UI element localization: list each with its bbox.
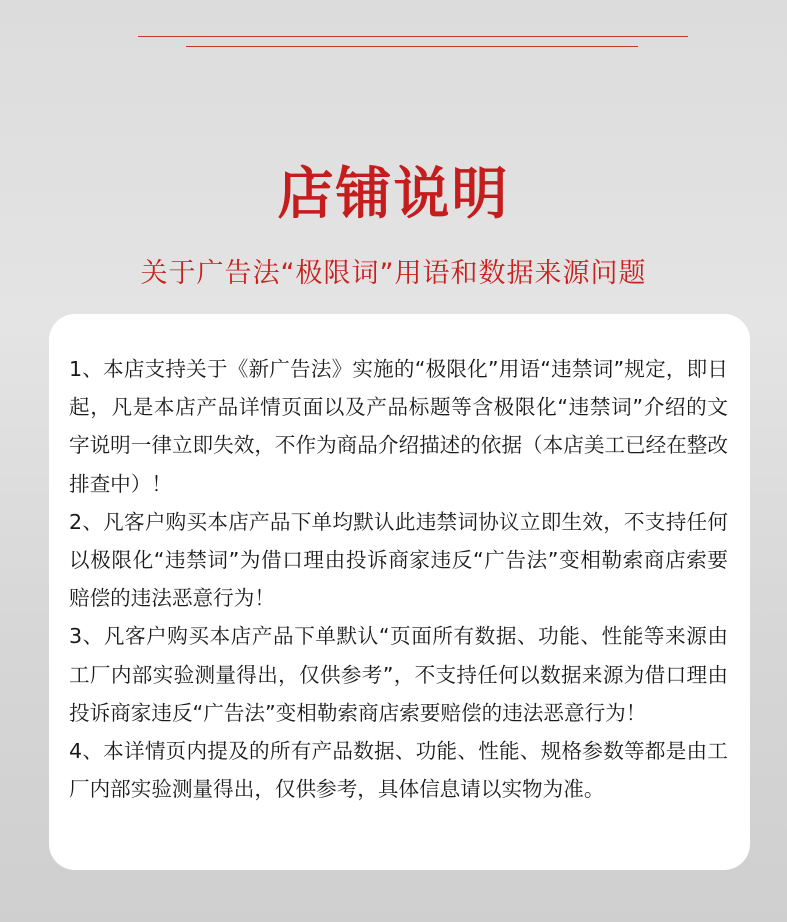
page-subtitle: 关于广告法“极限词”用语和数据来源问题 <box>140 258 647 289</box>
notice-paragraph-1: 1、本店支持关于《新广告法》实施的“极限化”用语“违禁词”规定，即日起，凡是本店产品详情页面以及产品标题等含极限化“违禁词”介绍的文字说明一律立即失效，不作为商品介绍描述的依据（本店美工已经在整改排查中）！ <box>69 357 728 496</box>
decorative-rule-top <box>138 36 688 37</box>
notice-paragraph-3: 3、凡客户购买本店产品下单默认“页面所有数据、功能、性能等来源由工厂内部实验测量得出，仅供参考”，不支持任何以数据来源为借口理由投诉商家违反“广告法”变相勒索商店索要赔偿的违法恶意行为！ <box>69 624 728 725</box>
notice-paragraph-4: 4、本详情页内提及的所有产品数据、功能、性能、规格参数等都是由工厂内部实验测量得出，仅供参考，具体信息请以实物为准。 <box>69 739 728 802</box>
notice-paragraph-2: 2、凡客户购买本店产品下单均默认此违禁词协议立即生效，不支持任何以极限化“违禁词”为借口理由投诉商家违反“广告法”变相勒索商店索要赔偿的违法恶意行为！ <box>69 509 728 611</box>
decorative-rule-bottom <box>186 46 638 47</box>
notice-card <box>49 314 750 870</box>
page-title: 店铺说明 <box>277 162 510 227</box>
